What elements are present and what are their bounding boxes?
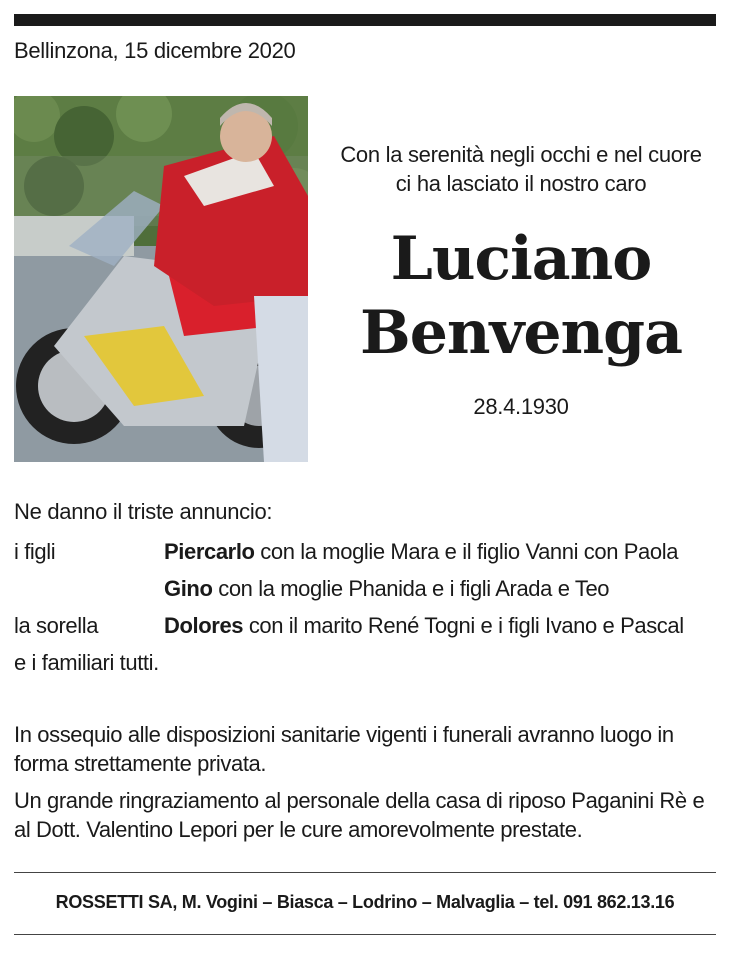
family-role: la sorella — [14, 612, 99, 638]
family-member — [164, 613, 684, 639]
family-row — [14, 607, 726, 644]
top-rule — [14, 14, 716, 26]
family-name: Piercarlo — [164, 538, 255, 564]
family-details: con la moglie Mara e il figlio Vanni con Paola — [254, 538, 679, 564]
intro-line-2: ci ha lasciato il nostro caro — [395, 171, 647, 196]
intro-text — [326, 140, 716, 198]
family-row — [14, 533, 726, 570]
birth-date: 28.4.1930 — [473, 394, 569, 419]
relatives-row — [14, 644, 726, 681]
thanks-notice: Un grande ringraziamento al personale della casa di riposo Paganini Rè e al Dott. Valentino Lepori per le cure amorevolmente prestate. — [14, 788, 705, 842]
intro-line-1: Con la serenità negli occhi e nel cuore — [340, 142, 702, 167]
family-role: i figli — [14, 538, 56, 564]
family-member — [164, 576, 609, 602]
last-name: Benvenga — [360, 298, 682, 368]
deceased-name — [326, 222, 716, 370]
family-name: Gino — [164, 575, 213, 601]
dateline: Bellinzona, 15 dicembre 2020 — [14, 38, 296, 63]
family-details: con il marito René Togni e i figli Ivano e Pascal — [243, 612, 684, 638]
footer-bottom-rule — [14, 934, 716, 935]
family-member — [164, 539, 678, 565]
funeral-notice: In ossequio alle disposizioni sanitarie vigenti i funerali avranno luogo in forma strettamente privata. — [14, 722, 674, 776]
family-name: Dolores — [164, 612, 244, 638]
family-row — [14, 570, 726, 607]
relatives-line: e i familiari tutti. — [14, 649, 159, 675]
footer-top-rule — [14, 872, 716, 873]
funeral-home-footer: ROSSETTI SA, M. Vogini – Biasca – Lodrino – Malvaglia – tel. 091 862.13.16 — [55, 892, 675, 912]
notice-text — [14, 720, 726, 852]
family-details: con la moglie Phanida e i figli Arada e Teo — [212, 575, 610, 601]
announcement-label: Ne danno il triste annuncio: — [14, 499, 273, 524]
family-list — [14, 533, 726, 681]
portrait-photo — [14, 96, 308, 462]
first-name: Luciano — [390, 224, 652, 294]
